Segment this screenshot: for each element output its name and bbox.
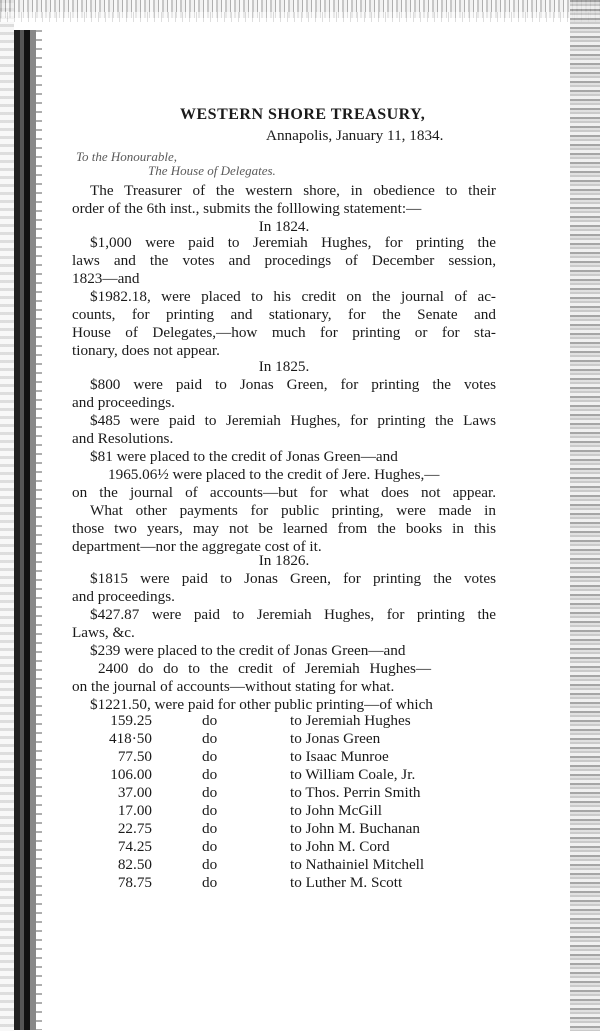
payment-amount: 82.50 [117, 856, 152, 873]
text-line: $1,000 were paid to Jeremiah Hughes, for printing the [90, 234, 496, 251]
text-line: What other payments for public printing, were made in [90, 502, 496, 519]
payment-payee: to Luther M. Scott [290, 874, 403, 891]
payment-payee: to John McGill [290, 802, 382, 819]
table-row [72, 748, 502, 766]
table-row [72, 766, 502, 784]
payment-amount: 159.25 [110, 712, 152, 729]
binding-edge-noise [36, 30, 42, 1030]
payment-payee: to Jonas Green [290, 730, 381, 747]
scan-edge-left [0, 0, 14, 1031]
text-line: $1221.50, were paid for other public printing—of which [90, 696, 433, 713]
text-line: 2400 do do to the credit of Jeremiah Hughes— [98, 660, 432, 677]
payment-amount: 78.75 [117, 874, 152, 891]
dateline: Annapolis, January 11, 1834. [266, 127, 444, 144]
ditto-mark: do [202, 838, 218, 855]
payment-amount: 77.50 [117, 748, 152, 765]
table-row [72, 784, 502, 802]
text-line: $1815 were paid to Jonas Green, for printing the votes [90, 570, 496, 587]
payment-payee: to John M. Buchanan [290, 820, 420, 837]
ditto-mark: do [202, 802, 218, 819]
intro-line-1: The Treasurer of the western shore, in obedience to their [90, 182, 496, 199]
scan-noise-top-fine [0, 12, 600, 22]
payment-payee: to Jeremiah Hughes [290, 712, 411, 729]
text-line: those two years, may not be learned from the books in this [72, 520, 496, 537]
payment-amount: 22.75 [117, 820, 152, 837]
address-line-2: The House of Delegates. [148, 163, 276, 178]
text-line: 1965.06½ were placed to the credit of Jere. Hughes,— [108, 466, 440, 483]
payment-amount: 74.25 [117, 838, 152, 855]
text-line: $239 were placed to the credit of Jonas Green—and [90, 642, 406, 659]
scan-edge-right [570, 0, 600, 1031]
year-heading-1824: In 1824. [258, 218, 310, 235]
ditto-mark: do [202, 748, 218, 765]
document-title: WESTERN SHORE TREASURY, [180, 106, 426, 123]
ditto-mark: do [202, 856, 218, 873]
table-row [72, 802, 502, 820]
text-line: tionary, does not appear. [72, 342, 220, 359]
payment-payee: to John M. Cord [290, 838, 390, 855]
ditto-mark: do [202, 820, 218, 837]
intro-line-2: order of the 6th inst., submits the folllowing statement:— [72, 200, 422, 217]
year-heading-1825: In 1825. [258, 358, 310, 375]
payment-payee: to William Coale, Jr. [290, 766, 416, 783]
table-row [72, 874, 502, 892]
text-line: $800 were paid to Jonas Green, for printing the votes [90, 376, 496, 393]
table-row [72, 712, 502, 730]
ditto-mark: do [202, 766, 218, 783]
payment-amount: 37.00 [117, 784, 152, 801]
text-line: laws and the votes and procedings of December session, [72, 252, 496, 269]
text-line: $81 were placed to the credit of Jonas Green—and [90, 448, 398, 465]
text-line: $1982.18, were placed to his credit on the journal of ac- [90, 288, 496, 305]
table-row [72, 838, 502, 856]
text-line: and proceedings. [72, 588, 175, 605]
payment-payee: to Nathainiel Mitchell [290, 856, 425, 873]
page-binding-shadow [14, 30, 36, 1030]
payment-amount: 17.00 [117, 802, 152, 819]
payment-payee: to Isaac Munroe [290, 748, 389, 765]
text-line: House of Delegates,—how much for printing or for sta- [72, 324, 496, 341]
payment-amount: 418·50 [108, 730, 152, 747]
table-row [72, 820, 502, 838]
text-line: and Resolutions. [72, 430, 174, 447]
ditto-mark: do [202, 874, 218, 891]
text-line: department—nor the aggregate cost of it. [72, 538, 322, 555]
text-line: $427.87 were paid to Jeremiah Hughes, for printing the [90, 606, 496, 623]
ditto-mark: do [202, 784, 218, 801]
text-line: 1823—and [72, 270, 140, 287]
text-line: on the journal of accounts—but for what does not appear. [72, 484, 496, 501]
payment-amount: 106.00 [110, 766, 152, 783]
table-row [72, 730, 502, 748]
address-line-1: To the Honourable, [76, 149, 177, 164]
table-row [72, 856, 502, 874]
text-line: on the journal of accounts—without stating for what. [72, 678, 395, 695]
text-line: counts, for printing and stationary, for the Senate and [72, 306, 496, 323]
payment-payee: to Thos. Perrin Smith [290, 784, 421, 801]
ditto-mark: do [202, 730, 218, 747]
text-line: Laws, &c. [72, 624, 135, 641]
text-line: and proceedings. [72, 394, 175, 411]
ditto-mark: do [202, 712, 218, 729]
year-heading-1826: In 1826. [258, 552, 310, 569]
text-line: $485 were paid to Jeremiah Hughes, for printing the Laws [90, 412, 496, 429]
